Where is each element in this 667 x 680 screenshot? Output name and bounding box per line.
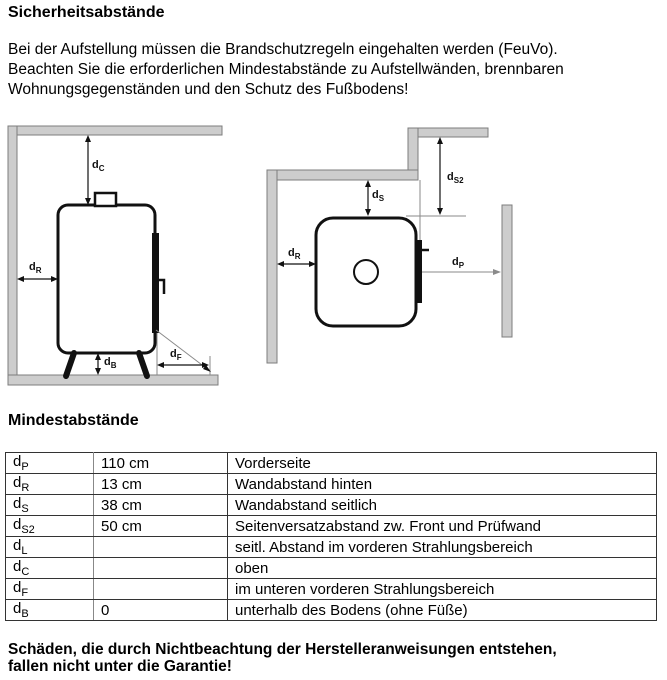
intro-line: Bei der Aufstellung müssen die Brandschutzregeln eingehalten werden (FeuVo).: [8, 41, 558, 58]
table-row: [6, 537, 657, 558]
distance-value: 110 cm: [94, 453, 228, 474]
dim-label-dc: $d_C$: [92, 159, 105, 174]
intro-line: Beachten Sie die erforderlichen Mindestabstände zu Aufstellwänden, brennbaren: [8, 61, 564, 78]
stove-door: [415, 240, 422, 303]
test-wall: [502, 205, 512, 337]
distance-symbol: $d_S$: [6, 495, 94, 516]
distance-value: [94, 558, 228, 579]
page-title: Sicherheitsabstände: [8, 4, 165, 21]
distance-value: 13 cm: [94, 474, 228, 495]
dim-label-dp: $d_P$: [452, 256, 465, 271]
table-row: [6, 453, 657, 474]
table-row: [6, 474, 657, 495]
ceiling: [8, 126, 222, 135]
warranty-warning-line: Schäden, die durch Nichtbeachtung der Herstelleranweisungen entstehen,: [8, 641, 557, 658]
distance-description: im unteren vorderen Strahlungsbereich: [228, 579, 657, 600]
distance-symbol: $d_C$: [6, 558, 94, 579]
dim-label-ds: $d_S$: [372, 189, 385, 204]
distance-value: [94, 537, 228, 558]
distance-description: Vorderseite: [228, 453, 657, 474]
distance-symbol: $d_B$: [6, 600, 94, 621]
stove-leg-right: [139, 353, 147, 376]
distance-description: seitl. Abstand im vorderen Strahlungsbereich: [228, 537, 657, 558]
distance-description: Wandabstand seitlich: [228, 495, 657, 516]
distance-symbol: $d_{S2}$: [6, 516, 94, 537]
dim-label-ds2: $d_{S2}$: [447, 171, 464, 186]
intro-paragraph: [8, 40, 648, 100]
diagram-top-view: [260, 118, 540, 398]
distance-symbol: $d_R$: [6, 474, 94, 495]
table-row: [6, 600, 657, 621]
distance-description: oben: [228, 558, 657, 579]
section-heading-min-distances: Mindestabstände: [8, 412, 139, 429]
side-view-drawing: [0, 118, 232, 398]
table-row: [6, 516, 657, 537]
stove-body: [58, 205, 155, 353]
stove-door: [152, 233, 159, 333]
distance-symbol: $d_L$: [6, 537, 94, 558]
door-handle: [159, 280, 164, 294]
dim-label-dr: $d_R$: [29, 261, 42, 276]
distance-description: Wandabstand hinten: [228, 474, 657, 495]
warranty-warning: [8, 642, 658, 675]
warranty-warning-line: fallen nicht unter die Garantie!: [8, 657, 232, 675]
distance-description: unterhalb des Bodens (ohne Füße): [228, 600, 657, 621]
distance-value: 50 cm: [94, 516, 228, 537]
distance-value: 38 cm: [94, 495, 228, 516]
distance-description: Seitenversatzabstand zw. Front und Prüfwand: [228, 516, 657, 537]
dim-label-db: $d_B$: [104, 356, 117, 371]
min-distances-table: [5, 452, 657, 621]
rear-wall: [8, 126, 17, 385]
side-wall: [267, 170, 418, 180]
table-row: [6, 495, 657, 516]
floor: [8, 375, 218, 385]
rear-wall: [267, 170, 277, 363]
flue-stub: [95, 193, 116, 206]
flue-outlet: [354, 260, 378, 284]
table-row: [6, 579, 657, 600]
distance-value: 0: [94, 600, 228, 621]
intro-line: Wohnungsgegenständen und den Schutz des Fußbodens!: [8, 81, 409, 98]
stove-leg-left: [66, 353, 74, 376]
diagram-side-view: [0, 118, 232, 398]
top-view-drawing: [260, 118, 540, 398]
distance-symbol: $d_F$: [6, 579, 94, 600]
distance-symbol: $d_P$: [6, 453, 94, 474]
offset-wall: [408, 128, 488, 137]
dim-label-df: $d_F$: [170, 348, 182, 363]
dim-label-dr: $d_R$: [288, 247, 301, 262]
distance-value: [94, 579, 228, 600]
table-row: [6, 558, 657, 579]
